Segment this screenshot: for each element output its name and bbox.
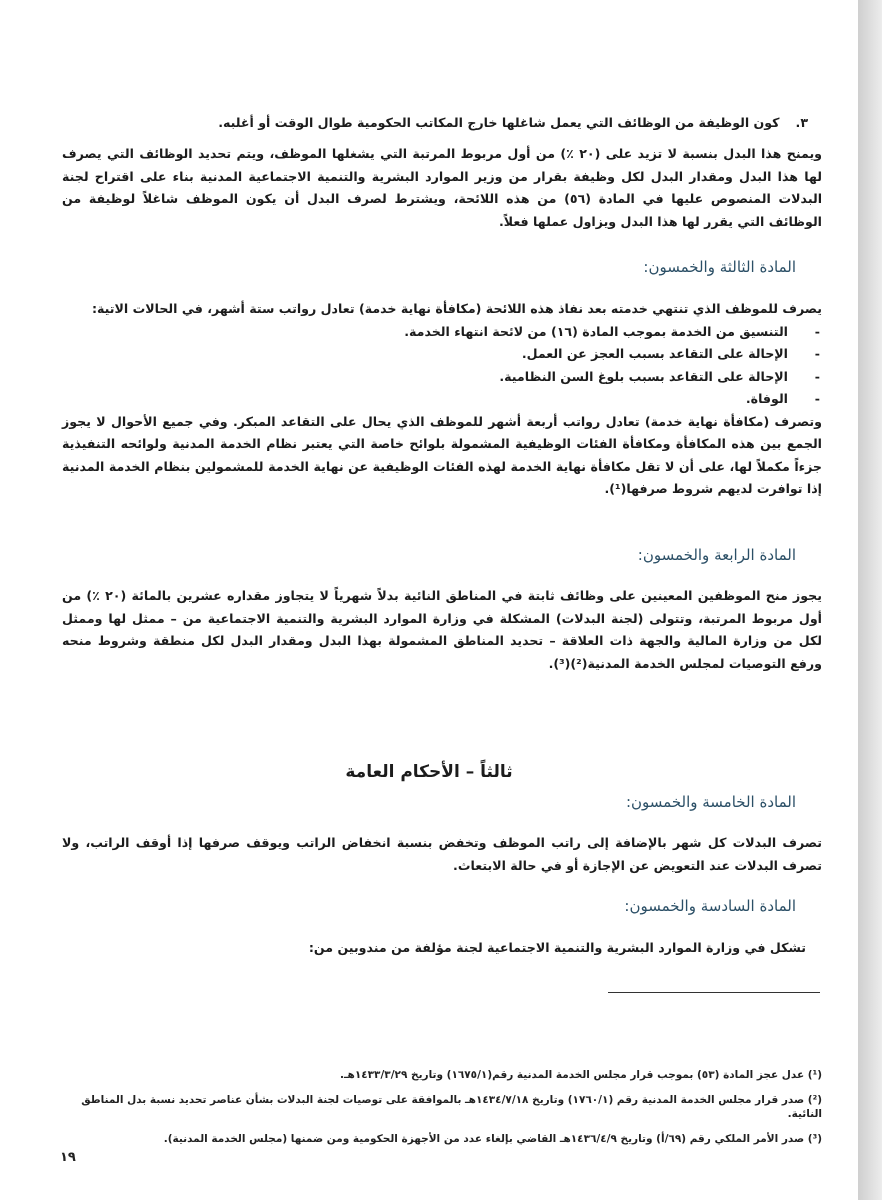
- list-item-3: [62, 112, 822, 135]
- footnote-divider: [608, 992, 820, 993]
- article-53-heading: المادة الثالثة والخمسون:: [643, 258, 796, 276]
- article-56-heading: المادة السادسة والخمسون:: [624, 897, 796, 915]
- footnotes: [62, 1068, 822, 1146]
- footnote-2: (²) صدر قرار مجلس الخدمة المدنية رقم (١٧٦٠/١) وتاريخ ١٤٣٤/٧/١٨هـ بالموافقة على توصيات لجنة البدلات بشأن عناصر تحديد نسبة بدل المناطق النائية.: [81, 1094, 822, 1120]
- article-53-intro: يصرف للموظف الذي تنتهي خدمته بعد نفاذ هذه اللائحة (مكافأة نهاية خدمة) تعادل رواتب ستة أشهر، في الحالات الاتية:: [91, 301, 822, 316]
- list-item: - الإحالة على التقاعد بسبب بلوغ السن النظامية.: [499, 368, 820, 384]
- footnote-1: (¹) عدل عجز المادة (٥٣) بموجب قرار مجلس الخدمة المدنية رقم(١٦٧٥/١) وتاريخ ١٤٣٣/٣/٢٩هـ.: [339, 1069, 822, 1081]
- page-number: ١٩: [60, 1150, 76, 1165]
- article-53-closing: وتصرف (مكافأة نهاية خدمة) تعادل رواتب أربعة أشهر للموظف الذي يحال على التقاعد المبكر. وفي جميع الأحوال لا يجوز الجمع بين هذه المكافأة ومكافأة الفئات الوظيفية المشمولة بلوائح خاصة التي يعتبر نظام الخدمة المدنية ولوائحه التنفيذية جزءاً مكملاً لها، على أن لا تقل مكافأة نهاية الخدمة لهذه الفئات الوظيفية عن نهاية الخدمة للمشمولين بنظام الخدمة المدنية إذا توافرت لديهم شروط صرفها(¹).: [62, 413, 822, 496]
- item-text: كون الوظيفة من الوظائف التي يعمل شاغلها خارج المكاتب الحكومية طوال الوقت أو أغلبه.: [218, 115, 780, 130]
- article-54-body: يجوز منح الموظفين المعينين على وظائف ثابتة في المناطق النائية بدلاً شهرياً لا يتجاوز مقداره عشرين بالمائة (٢٠ ٪) من أول مربوط المرتبة، وتتولى (لجنة البدلات) المشكلة في وزارة الموارد البشرية والتنمية الاجتماعية من – ممثل لها وممثل لكل من وزارة المالية والجهة ذات العلاقة – تحديد المناطق المشمولة بهذا البدل ومقدار البدل لكل منطقة وشروط منحه ورفع التوصيات لمجلس الخدمة المدنية(²)(³).: [62, 588, 822, 671]
- article-55-body: تصرف البدلات كل شهر بالإضافة إلى راتب الموظف وتخفض بنسبة انخفاض الراتب ويوقف صرفها إذا أوقف الراتب، ولا تصرف البدلات عند التعويض عن الإجازة أو في حالة الابتعاث.: [62, 835, 822, 873]
- section-title: ثالثاً – الأحكام العامة: [345, 762, 513, 782]
- article-54-heading: المادة الرابعة والخمسون:: [637, 546, 796, 564]
- list-item: - التنسيق من الخدمة بموجب المادة (١٦) من لائحة انتهاء الخدمة.: [404, 323, 820, 339]
- item-number: ٣.: [795, 115, 808, 130]
- article-53-body: [62, 298, 822, 501]
- footnote-3: (³) صدر الأمر الملكي رقم (٦٩/أ) وتاريخ ١٤٣٦/٤/٩هـ القاضي بإلغاء عدد من الأجهزة الحكومية ومن ضمنها (مجلس الخدمة المدنية).: [163, 1133, 822, 1145]
- page-edge-shadow: [858, 0, 882, 1200]
- article-53-cases: [62, 321, 822, 411]
- list-item: - الوفاة.: [745, 391, 820, 406]
- list-item: - الإحالة على التقاعد بسبب العجز عن العمل.: [521, 346, 820, 361]
- allowance-paragraph: ويمنح هذا البدل بنسبة لا تزيد على (٢٠ ٪) من أول مربوط المرتبة التي يشغلها الموظف، ويتم تحديد الوظائف التي يصرف لها هذا البدل ومقدار البدل لكل وظيفة بقرار من وزير الموارد البشرية والتنمية الاجتماعية المدنية بناء على اقتراح لجنة البدلات المنصوص عليها في المادة (٥٦) من هذه اللائحة، ويشترط لصرف البدل أن يكون الموظف شاغلاً لوظيفة من الوظائف التي يقرر لها هذا البدل ويزاول عملها فعلاً.: [62, 146, 823, 229]
- article-55-heading: المادة الخامسة والخمسون:: [625, 793, 796, 811]
- article-56-body: تشكل في وزارة الموارد البشرية والتنمية الاجتماعية لجنة مؤلفة من مندوبين من:: [308, 940, 806, 955]
